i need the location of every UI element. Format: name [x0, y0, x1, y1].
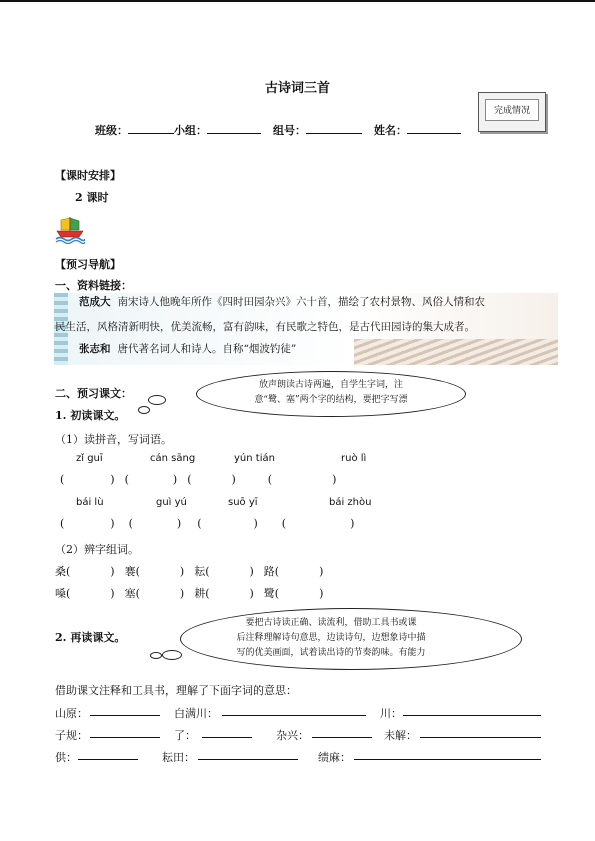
char-blank-8[interactable]: ( ): [274, 587, 324, 600]
tip2-line1: 要把古诗读正确、读流利，借助工具书或课: [245, 618, 417, 628]
vocab-6-label: 杂兴：: [276, 729, 309, 742]
char-8: 鹭: [263, 587, 275, 600]
vocab-9-blank[interactable]: [198, 749, 298, 760]
answer-box-4[interactable]: ( ): [267, 473, 337, 486]
vocab-3-blank[interactable]: [403, 705, 541, 716]
char-3: 耘: [194, 565, 206, 578]
cloud-bubble-2: [138, 406, 150, 414]
second-read-title: 2. 再读课文。: [55, 631, 126, 644]
vocab-7-label: 未解：: [384, 729, 417, 742]
char-blank-2[interactable]: ( ): [135, 565, 185, 578]
vocab-3-label: 川：: [380, 707, 402, 720]
cloud-bubble-4: [150, 652, 162, 659]
char-blank-3[interactable]: ( ): [205, 565, 254, 578]
first-read-title: 1. 初读课文。: [55, 409, 126, 422]
char-blank-6[interactable]: ( ): [135, 587, 185, 600]
vocab-8-blank[interactable]: [78, 749, 138, 760]
vocab-8-label: 供：: [55, 751, 77, 764]
vocab-1-blank[interactable]: [90, 705, 160, 716]
pinyin-7: suō yī: [228, 497, 258, 508]
tip-cloud-1-text: [216, 378, 446, 408]
vocab-4-label: 子规：: [55, 729, 88, 742]
char-blank-4[interactable]: ( ): [274, 565, 324, 578]
schedule-header: 【课时安排】: [55, 169, 121, 182]
vocab-intro: 借助课文注释和工具书，理解了下面字词的意思：: [55, 684, 297, 697]
answer-box-6[interactable]: ( ): [128, 517, 182, 530]
char-row-1: [55, 563, 323, 579]
badge-label: 完成情况: [485, 99, 539, 121]
vocab-10-blank[interactable]: [354, 749, 541, 760]
char-blank-1[interactable]: ( ): [66, 565, 115, 578]
vocab-5-label: 了：: [174, 729, 196, 742]
group-blank[interactable]: [207, 123, 261, 134]
answer-box-7[interactable]: ( ): [197, 517, 258, 530]
char-5: 嗓: [55, 587, 66, 600]
answer-box-8[interactable]: ( ): [281, 517, 355, 530]
char-row-2: [55, 585, 323, 601]
zhang-text: 唐代著名词人和诗人。自称“烟波钓徒”: [117, 343, 297, 355]
boat-icon: [55, 216, 85, 244]
char-4: 路: [263, 565, 275, 578]
pinyin-8: bái zhòu: [329, 497, 372, 508]
pinyin-2: cán sāng: [150, 453, 196, 464]
answer-box-1[interactable]: ( ): [60, 473, 115, 486]
char-blank-5[interactable]: ( ): [66, 587, 115, 600]
fan-text: 南宋诗人他晚年所作《四时田园杂兴》六十首，描绘了农村景物、风俗人情和农: [117, 296, 485, 308]
char-6: 塞: [124, 587, 136, 600]
completion-badge: [478, 92, 546, 132]
pinyin-6: guì yú: [156, 497, 187, 508]
tip2-line2: 后注释理解诗句意思，边读诗句，边想象诗中描: [236, 633, 426, 643]
name-blank[interactable]: [407, 123, 461, 134]
vocab-2-blank[interactable]: [222, 705, 366, 716]
pen-illustration: [354, 339, 558, 365]
q1-title: （1）读拼音，写词语。: [55, 433, 172, 446]
tip1-line1: 放声朗读古诗两遍，自学生字词，注: [258, 380, 403, 390]
char-blank-7[interactable]: ( ): [205, 587, 254, 600]
vocab-9-label: 耘田：: [162, 751, 195, 764]
group-label: 小组：: [174, 124, 207, 137]
vocab-1-label: 山原：: [55, 707, 88, 720]
name-label: 姓名：: [374, 124, 407, 137]
section1-title: 一、资料链接：: [55, 279, 132, 292]
top-border: [0, 0, 595, 2]
class-blank[interactable]: [128, 123, 174, 134]
schedule-value: 2 课时: [75, 191, 109, 204]
cloud-bubble-1: [148, 395, 166, 405]
zhang-name: 张志和: [79, 343, 111, 355]
section2-title: 二、预习课文：: [55, 387, 132, 400]
answer-box-2[interactable]: ( ): [124, 473, 178, 486]
char-2: 褰: [124, 565, 136, 578]
vocab-7-blank[interactable]: [420, 727, 541, 738]
pinyin-5: bái lù: [76, 497, 104, 508]
fan-name: 范成大: [79, 296, 111, 308]
vocab-10-label: 绩麻：: [318, 751, 351, 764]
char-1: 桑: [55, 565, 66, 578]
tip2-line3: 写的优美画面，试着读出诗的节奏韵味。有能力: [236, 648, 426, 658]
page-title: 古诗词三首: [264, 81, 330, 96]
answer-row-2: [60, 517, 354, 530]
answer-row-1: [60, 473, 336, 486]
fan-line1: [79, 291, 485, 313]
pinyin-3: yún tián: [234, 453, 275, 464]
pinyin-4: ruò lì: [341, 453, 367, 464]
vocab-2-label: 白满川：: [174, 707, 218, 720]
vocab-6-blank[interactable]: [312, 727, 372, 738]
tip1-line2: 意“鹭、塞”两个字的结构，要把字写漂: [254, 395, 408, 405]
fan-line2: 民生活，风格清新明快，优美流畅，富有韵味，有民歌之特色，是古代田园诗的集大成者。: [55, 321, 475, 333]
preview-header: 【预习导航】: [55, 258, 121, 271]
group-no-blank[interactable]: [306, 123, 362, 134]
group-no-label: 组号：: [273, 124, 306, 137]
vocab-5-blank[interactable]: [202, 727, 252, 738]
pinyin-1: zǐ guī: [76, 453, 103, 464]
vocab-4-blank[interactable]: [90, 727, 160, 738]
cloud-bubble-3: [162, 650, 182, 660]
q2-title: （2）辨字组词。: [55, 543, 139, 556]
answer-box-3[interactable]: ( ): [187, 473, 236, 486]
zhang-line: [79, 338, 296, 360]
answer-box-5[interactable]: ( ): [60, 517, 115, 530]
info-row: [95, 122, 461, 138]
char-7: 耕: [194, 587, 206, 600]
class-label: 班级：: [95, 124, 128, 137]
tip-cloud-2-text: [196, 616, 466, 661]
